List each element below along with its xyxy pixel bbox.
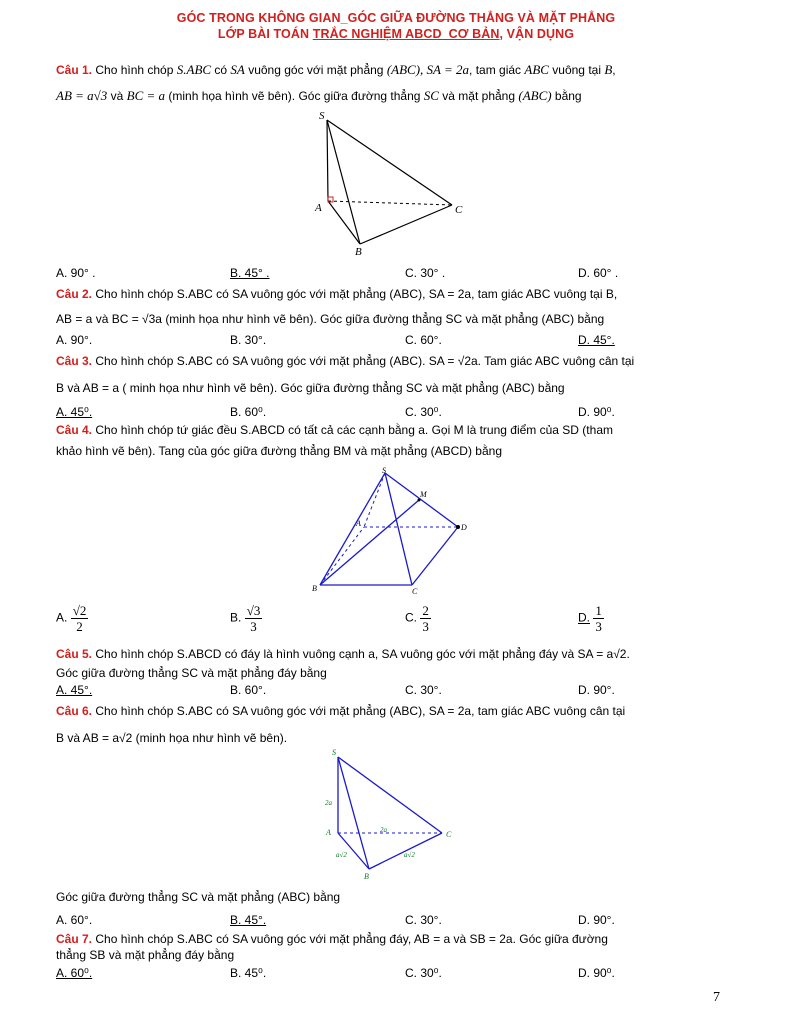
q6-line1 [56,704,625,718]
fig3-label-a: A [326,828,331,837]
q2-text-1: Cho hình chóp S.ABC có SA vuông góc với mặt phẳng (ABC), SA = 2a, tam giác ABC vuông tại B, [92,287,618,301]
q6-label: Câu 6. [56,704,93,718]
q1-option-c[interactable]: C. 30° . [405,266,446,280]
q4-line1 [56,423,613,437]
q3-line2: B và AB = a ( minh họa như hình vẽ bên). Góc giữa đường thẳng SC và mặt phẳng (ABC) bằng [56,381,565,395]
q4-option-a[interactable] [56,603,88,634]
page-subtitle [0,27,792,41]
q3-option-a-text: A. 45⁰. [56,405,93,419]
q2-line2: AB = a và BC = √3a (minh họa như hình vẽ bên). Góc giữa đường thẳng SC và mặt phẳng (ABC) bằng [56,312,605,326]
q1-text-d: SA [230,62,245,77]
q5-option-a[interactable] [56,683,92,697]
q5-label: Câu 5. [56,647,93,661]
q1-option-b-text: B. 45° . [230,266,270,280]
fig2-label-c: C [412,587,418,596]
q4-option-a-fraction [71,603,89,634]
fig3-label-s: S [332,748,336,757]
fig3-label-bc: a√2 [404,851,415,859]
q6-option-d[interactable]: D. 90°. [578,913,615,927]
q1-text-e: vuông góc với mặt phẳng [244,63,387,77]
q4-option-a-letter: A. [56,610,68,625]
q1-option-b[interactable] [230,266,270,280]
fig3-label-sa: 2a [325,799,332,807]
q7-option-c[interactable]: C. 30⁰. [405,966,442,980]
figure-pyramid-sabc-2 [318,745,458,880]
fig2-label-b: B [312,584,317,593]
q4-c-den: 3 [422,619,429,634]
q5-line2: Góc giữa đường thẳng SC và mặt phẳng đáy bằng [56,666,327,680]
q2-option-b[interactable]: B. 30°. [230,333,267,347]
q1-text-j: vuông tại [548,63,605,77]
q2-option-a[interactable]: A. 90°. [56,333,93,347]
q6-option-b-text: B. 45°. [230,913,267,927]
q4-b-num: √3 [246,603,261,618]
q3-option-b[interactable]: B. 60⁰. [230,405,267,419]
fig3-label-ac: 2a [380,826,387,834]
fig3-label-c: C [446,830,452,839]
q7-option-a-text: A. 60⁰. [56,966,93,980]
q1-text-a: Cho hình chóp [92,63,177,77]
q5-option-c[interactable]: C. 30°. [405,683,442,697]
q1-l2-b: và [107,89,127,103]
fig2-label-d: D [461,523,467,532]
figure-pyramid-sabc-1 [305,108,475,258]
q5-text-1: Cho hình chóp S.ABCD có đáy là hình vuông cạnh a, SA vuông góc với mặt phẳng đáy và SA = a√2. [92,647,630,661]
q1-l2-h: bằng [551,89,582,103]
q7-option-a[interactable] [56,966,92,980]
q4-text-1: Cho hình chóp tứ giác đều S.ABCD có tất cả các cạnh bằng a. Gọi M là trung điểm của SD (tham [92,423,613,437]
q3-label: Câu 3. [56,354,93,368]
q6-option-c[interactable]: C. 30°. [405,913,442,927]
q5-option-a-text: A. 45°. [56,683,93,697]
q1-option-a[interactable]: A. 90° . [56,266,96,280]
q1-text-f: (ABC) [386,62,421,77]
q1-line1 [56,62,616,78]
q3-option-a[interactable] [56,405,92,419]
q5-line1 [56,647,630,661]
subtitle-underlined: TRẮC NGHIỆM ABCD_CƠ BẢN [312,27,500,41]
q1-text-g: , SA = 2a [420,62,470,77]
fig2-label-s: S [382,466,386,475]
q6-option-b[interactable] [230,913,266,927]
q6-line2: B và AB = a√2 (minh họa như hình vẽ bên). [56,731,288,745]
q4-d-den: 3 [595,619,602,634]
q4-c-num: 2 [422,603,429,618]
fig1-label-c: C [455,204,463,216]
q7-text-1: Cho hình chóp S.ABC có SA vuông góc với mặt phẳng đáy, AB = a và SB = 2a. Góc giữa đường [92,932,608,946]
q4-a-den: 2 [76,619,83,634]
q7-label: Câu 7. [56,932,93,946]
q4-line2: khảo hình vẽ bên). Tang của góc giữa đường thẳng BM và mặt phẳng (ABCD) bằng [56,444,502,458]
fig3-label-ab: a√2 [336,851,347,859]
page-title: GÓC TRONG KHÔNG GIAN_GÓC GIỮA ĐƯỜNG THẲNG VÀ MẶT PHẲNG [176,11,616,25]
q1-l2-f: và mặt phẳng [438,89,519,103]
q2-option-d[interactable] [578,333,615,347]
q2-option-c[interactable]: C. 60°. [405,333,442,347]
q4-option-c-letter: C. [405,610,417,625]
q1-l2-g: (ABC) [518,88,552,103]
q4-option-d-letter: D. [578,610,590,625]
q1-text-k: B [604,62,613,77]
q1-l2-a: AB = a√3 [56,88,108,103]
fig1-label-s: S [319,110,325,122]
q1-option-d[interactable]: D. 60° . [578,266,619,280]
q4-option-c-fraction [420,603,431,634]
q1-label: Câu 1. [56,63,93,77]
q3-option-c[interactable]: C. 30⁰. [405,405,442,419]
q7-line1 [56,932,608,946]
subtitle-pre: LỚP BÀI TOÁN [217,27,313,41]
q4-label: Câu 4. [56,423,93,437]
q4-option-b-letter: B. [230,610,242,625]
q4-d-num: 1 [595,603,602,618]
q3-line1 [56,354,634,368]
q5-option-b[interactable]: B. 60°. [230,683,267,697]
q7-option-d[interactable]: D. 90⁰. [578,966,615,980]
q1-text-h: , tam giác [469,63,525,77]
q1-l2-e: SC [423,88,439,103]
fig1-label-a: A [315,202,322,214]
q1-text-i: ABC [524,62,549,77]
q1-text-l: , [612,63,616,77]
q2-option-d-text: D. 45°. [578,333,615,347]
q2-label: Câu 2. [56,287,93,301]
fig2-label-m: M [420,490,427,499]
q4-option-c[interactable] [405,603,431,634]
q1-line2 [56,88,582,104]
q1-text-b: S.ABC [176,62,212,77]
q7-option-b[interactable]: B. 45⁰. [230,966,267,980]
fig3-label-b: B [364,872,369,880]
q4-option-d-fraction [593,603,604,634]
page-number: 7 [713,990,720,1005]
q1-text-c: có [211,63,231,77]
q6-option-a[interactable]: A. 60°. [56,913,93,927]
q1-l2-d: (minh họa hình vẽ bên). Góc giữa đường thẳng [165,89,424,103]
fig2-label-a: A [356,519,361,528]
fig1-label-b: B [355,246,362,258]
q4-option-d[interactable] [578,603,604,634]
figure-pyramid-sabcd [308,463,473,598]
q7-line2: thẳng SB và mặt phẳng đáy bằng [56,948,235,962]
q1-l2-c: BC = a [126,88,166,103]
q6-line3: Góc giữa đường thẳng SC và mặt phẳng (ABC) bằng [56,890,341,904]
q4-b-den: 3 [250,619,257,634]
q3-text-1: Cho hình chóp S.ABC có SA vuông góc với mặt phẳng (ABC). SA = √2a. Tam giác ABC vuông cân tại [92,354,635,368]
q4-option-b-fraction [245,603,263,634]
q4-option-b[interactable] [230,603,262,634]
subtitle-post: , VẬN DỤNG [499,27,575,41]
q4-a-num: √2 [72,603,87,618]
q5-option-d[interactable]: D. 90°. [578,683,615,697]
q2-line1 [56,287,617,301]
q3-option-d[interactable]: D. 90⁰. [578,405,615,419]
q6-text-1: Cho hình chóp S.ABC có SA vuông góc với mặt phẳng (ABC), SA = 2a, tam giác ABC vuông cân tại [92,704,626,718]
